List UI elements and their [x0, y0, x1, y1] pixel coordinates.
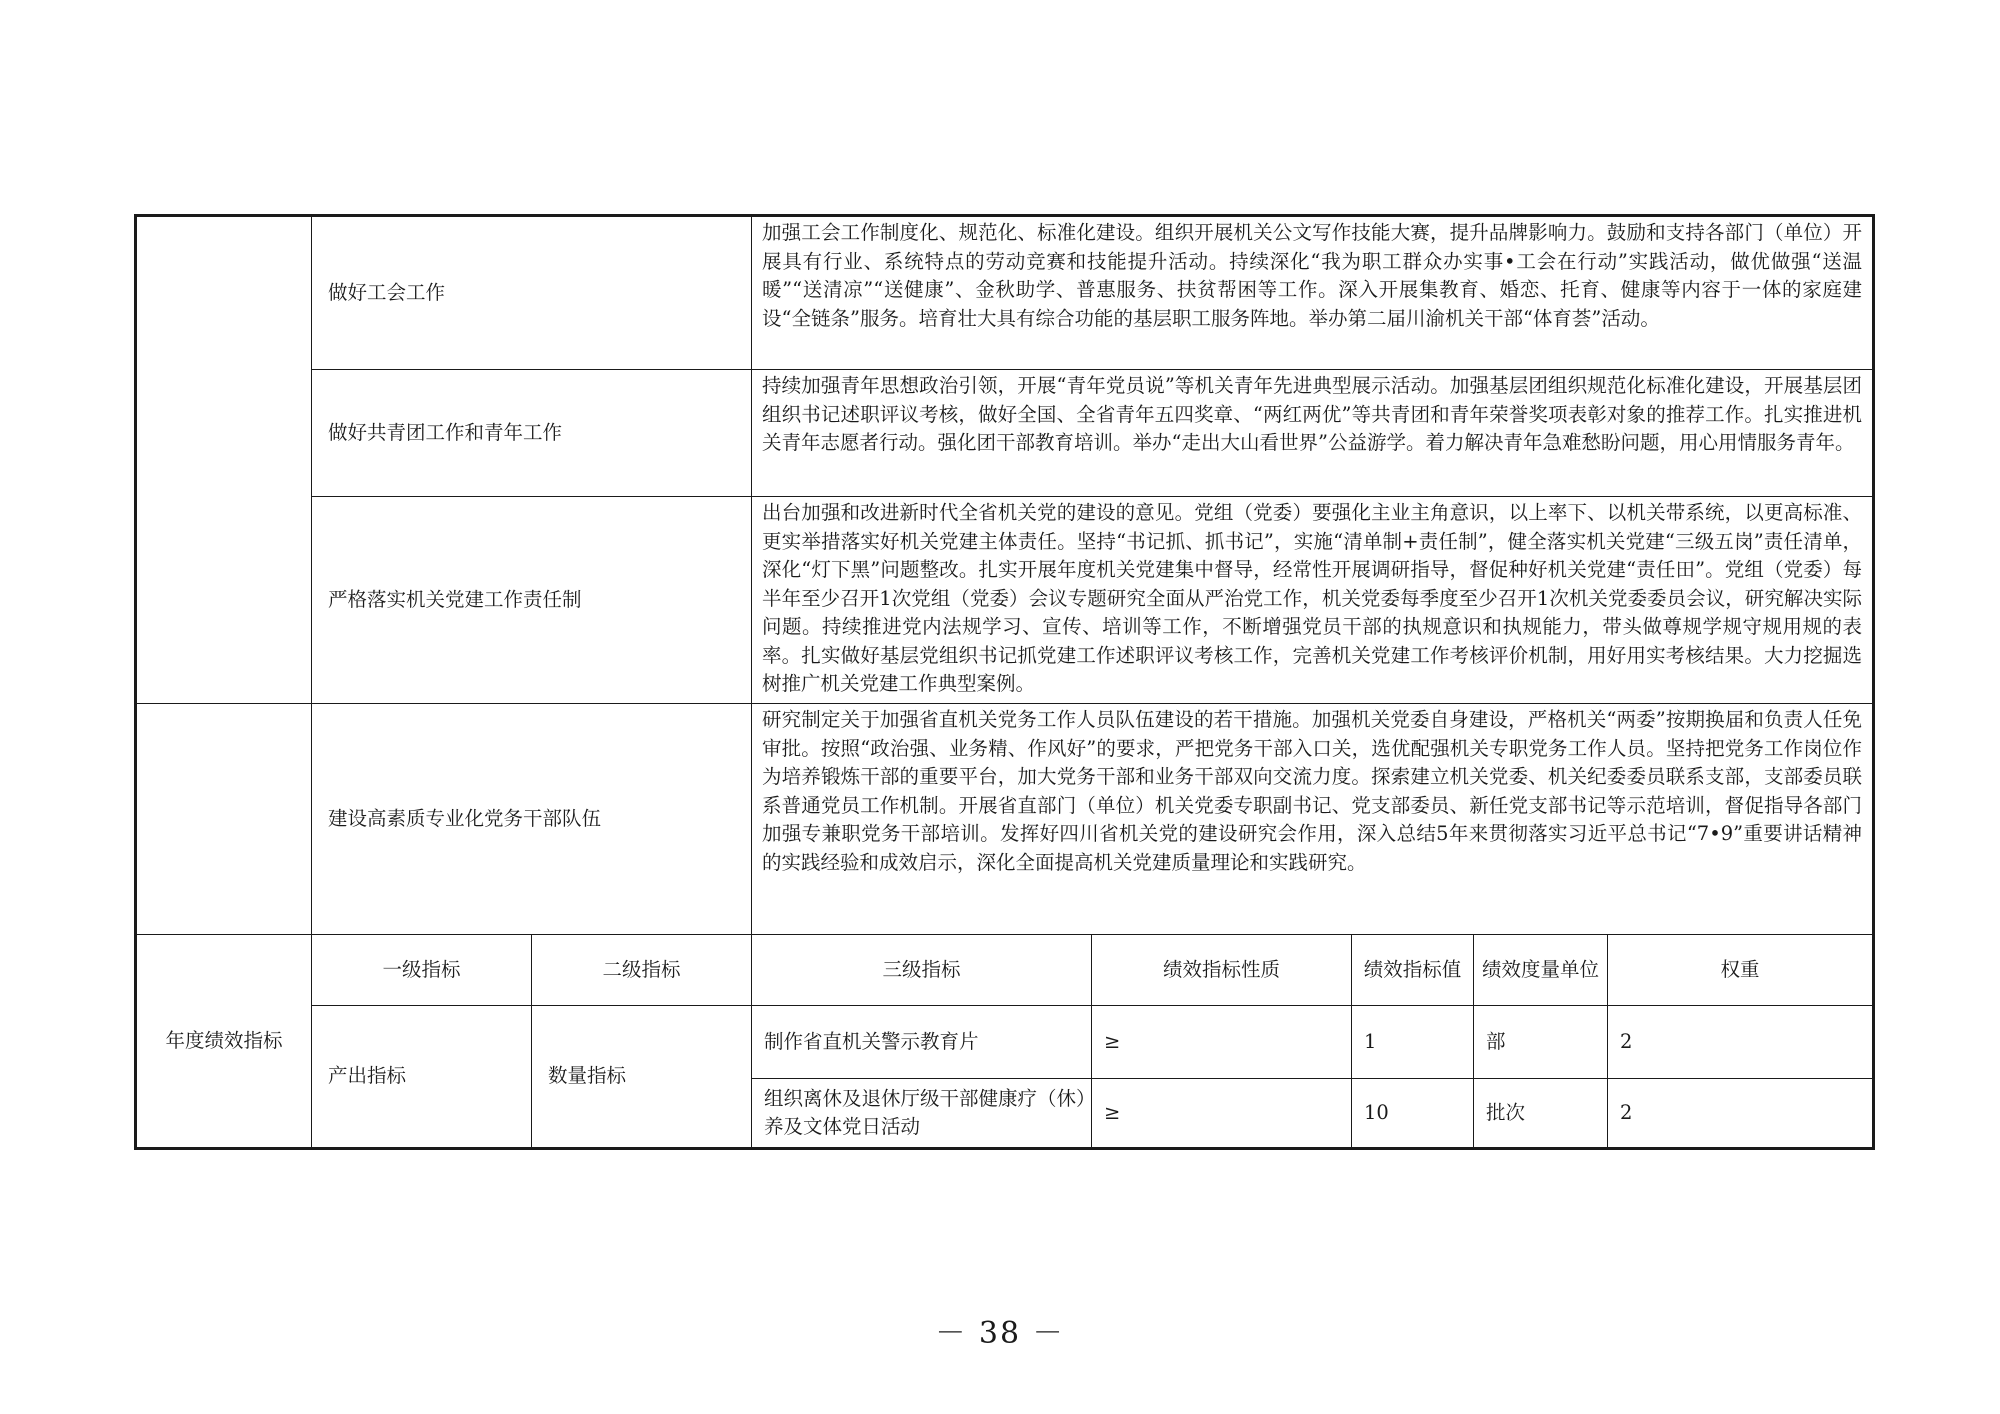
level3-indicator: 组织离休及退休厅级干部健康疗（休）养及文体党日活动 — [752, 1079, 1092, 1149]
header-weight: 权重 — [1608, 935, 1874, 1006]
task-label: 做好共青团工作和青年工作 — [312, 370, 752, 497]
task-content: 研究制定关于加强省直机关党务工作人员队伍建设的若干措施。加强机关党委自身建设，严格机关“两委”按期换届和负责人任免审批。按照“政治强、业务精、作风好”的要求，严把党务干部入口关，选优配强机关专职党务工作人员。坚持把党务工作岗位作为培养锻炼干部的重要平台，加大党务干部和业务干部双向交流力度。探索建立机关党委、机关纪委委员联系支部，支部委员联系普通党员工作机制。开展省直部门（单位）机关党委专职副书记、党支部委员、新任党支部书记等示范培训，督促指导各部门加强专兼职党务干部培训。发挥好四川省机关党的建设研究会作用，深入总结5年来贯彻落实习近平总书记“7•9”重要讲话精神的实践经验和成效启示，深化全面提高机关党建质量理论和实践研究。 — [752, 704, 1874, 935]
indicator-unit: 批次 — [1474, 1079, 1608, 1149]
header-nature: 绩效指标性质 — [1092, 935, 1352, 1006]
empty-category-cell — [136, 216, 312, 704]
table-row — [136, 497, 1874, 704]
performance-section-label: 年度绩效指标 — [136, 935, 312, 1149]
indicator-nature: ≥ — [1092, 1006, 1352, 1079]
task-label: 建设高素质专业化党务干部队伍 — [312, 704, 752, 935]
empty-category-cell — [136, 704, 312, 935]
task-content: 持续加强青年思想政治引领，开展“青年党员说”等机关青年先进典型展示活动。加强基层团组织规范化标准化建设，开展基层团组织书记述职评议考核，做好全国、全省青年五四奖章、“两红两优”等共青团和青年荣誉奖项表彰对象的推荐工作。扎实推进机关青年志愿者行动。强化团干部教育培训。举办“走出大山看世界”公益游学。着力解决青年急难愁盼问题，用心用情服务青年。 — [752, 370, 1874, 497]
task-content: 出台加强和改进新时代全省机关党的建设的意见。党组（党委）要强化主业主角意识，以上率下、以机关带系统，以更高标准、更实举措落实好机关党建主体责任。坚持“书记抓、抓书记”，实施“清单制+责任制”，健全落实机关党建“三级五岗”责任清单，深化“灯下黑”问题整改。扎实开展年度机关党建集中督导，经常性开展调研指导，督促种好机关党建“责任田”。党组（党委）每半年至少召开1次党组（党委）会议专题研究全面从严治党工作，机关党委每季度至少召开1次机关党委委员会议，研究解决实际问题。持续推进党内法规学习、宣传、培训等工作，不断增强党员干部的执规意识和执规能力，带头做尊规学规守规用规的表率。扎实做好基层党组织书记抓党建工作述职评议考核工作，完善机关党建工作考核评价机制，用好用实考核结果。大力挖掘选树推广机关党建工作典型案例。 — [752, 497, 1874, 704]
page-number: － 38 － — [935, 1316, 1065, 1351]
indicator-value: 1 — [1352, 1006, 1474, 1079]
header-level2: 二级指标 — [532, 935, 752, 1006]
indicator-unit: 部 — [1474, 1006, 1608, 1079]
header-level1: 一级指标 — [312, 935, 532, 1006]
performance-header-row — [136, 935, 1874, 1006]
task-label: 做好工会工作 — [312, 216, 752, 370]
work-plan-table — [134, 214, 1875, 1150]
indicator-weight: 2 — [1608, 1006, 1874, 1079]
table-row — [136, 704, 1874, 935]
task-label: 严格落实机关党建工作责任制 — [312, 497, 752, 704]
header-value: 绩效指标值 — [1352, 935, 1474, 1006]
header-level3: 三级指标 — [752, 935, 1092, 1006]
level1-indicator: 产出指标 — [312, 1006, 532, 1149]
header-unit: 绩效度量单位 — [1474, 935, 1608, 1006]
indicator-weight: 2 — [1608, 1079, 1874, 1149]
table-row — [136, 216, 1874, 370]
table-row — [136, 1006, 1874, 1079]
task-content: 加强工会工作制度化、规范化、标准化建设。组织开展机关公文写作技能大赛，提升品牌影响力。鼓励和支持各部门（单位）开展具有行业、系统特点的劳动竞赛和技能提升活动。持续深化“我为职工群众办实事•工会在行动”实践活动，做优做强“送温暖”“送清凉”“送健康”、金秋助学、普惠服务、扶贫帮困等工作。深入开展集教育、婚恋、托育、健康等内容于一体的家庭建设“全链条”服务。培育壮大具有综合功能的基层职工服务阵地。举办第二届川渝机关干部“体育荟”活动。 — [752, 216, 1874, 370]
level2-indicator: 数量指标 — [532, 1006, 752, 1149]
level3-indicator: 制作省直机关警示教育片 — [752, 1006, 1092, 1079]
table-row — [136, 370, 1874, 497]
indicator-value: 10 — [1352, 1079, 1474, 1149]
indicator-nature: ≥ — [1092, 1079, 1352, 1149]
